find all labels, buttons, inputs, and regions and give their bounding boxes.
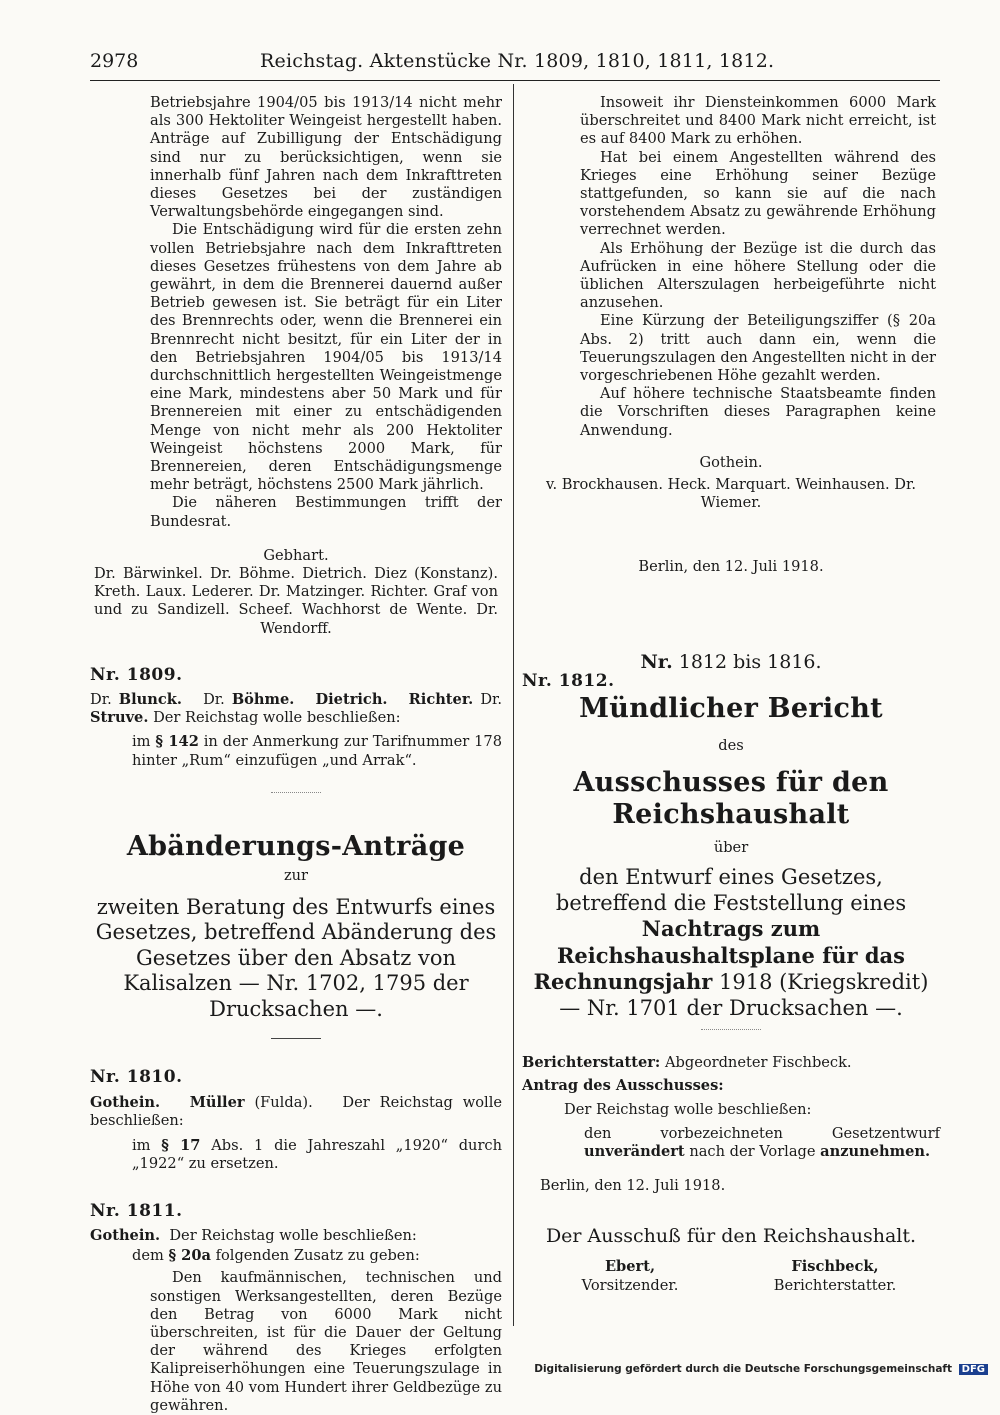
motion-1809 (90, 665, 502, 770)
reporter-line (522, 1054, 940, 1072)
chair-signature (560, 1257, 700, 1295)
mover-name: Böhme. (231, 690, 295, 708)
clause-ref: § 142 (155, 733, 199, 751)
mover-name: Gothein. (90, 1227, 161, 1245)
continuation-paragraph: Betriebsjahre 1904/05 bis 1913/14 nicht mehr als 300 Hektoliter Weingeist hergestellt haben. Anträge auf Zubilligung der Entschädigung sind nur zu berücksichtigen, wenn sie innerhalb fünf Jahren nach dem Inkrafttreten dieses Gesetzes bei der zuständigen Verwaltungsbehörde eingegangen sind. (150, 94, 502, 221)
salary-paragraph: Insoweit ihr Diensteinkommen 6000 Mark überschreitet und 8400 Mark nicht erreicht, ist es auf 8400 Mark zu erhöhen. (580, 94, 936, 148)
reporter-label: Berichterstatter: (522, 1054, 661, 1072)
motion-movers (90, 1227, 502, 1245)
offset-paragraph: Hat bei einem Angestellten während des Krieges eine Erhöhung seiner Bezüge stattgefunden, so kann sie auf die nach vorstehendem Absatz zu gewährende Erhöhung verrechnet werden. (580, 148, 936, 239)
signature-block (522, 1257, 940, 1297)
reporter-role: Berichterstatter. (773, 1277, 897, 1295)
signer: Gebhart. (263, 546, 329, 564)
compensation-paragraph: Die Entschädigung wird für die ersten zehn vollen Betriebsjahre nach dem Inkrafttreten dieses Gesetzes frühestens von dem Jahre ab gewährt, in dem die Brennerei dauernd außer Betrieb gewesen ist. Sie beträgt für ein Liter des Brennrechts oder, wenn die Brennerei ein Brennrecht nicht besitzt, für ein Liter der in den Betriebsjahren 1904/05 bis 1913/14 durchschnittlich hergestellten Weingeistmenge eine Mark, mindestens aber 50 Mark und für Brennereien mit einer zu entschädigenden Menge von nicht mehr als 200 Hektoliter Weingeist höchstens 2000 Mark, für Brennereien, deren Entschädigungsmenge mehr beträgt, höchstens 2500 Mark jährlich. (150, 221, 502, 494)
chair-role: Vorsitzender. (581, 1277, 679, 1295)
number-range-label: Nr. (640, 651, 673, 674)
motion-intro: Der Reichstag wolle beschließen: (564, 1100, 812, 1118)
reduction-paragraph: Eine Kürzung der Beteiligungsziffer (§ 20a Abs. 2) tritt auch dann ein, wenn die Teuerungszulagen den Angestellten nicht in der vorgeschriebenen Höhe gezahlt werden. (580, 312, 936, 385)
motion-intro: Der Reichstag wolle beschließen: (169, 1227, 417, 1245)
separator (701, 1029, 761, 1030)
mover-name: Richter. (408, 690, 474, 708)
clause-text: Abs. 1 die Jahreszahl „1920“ durch „1922“ zu ersetzen. (132, 1136, 503, 1172)
motion-number: Nr. 1811. (90, 1201, 183, 1222)
motion-intro: Der Reichstag wolle beschließen: (90, 1094, 503, 1130)
mover-name: Gothein. (90, 1094, 161, 1112)
left-column (90, 94, 502, 1415)
clause-prefix: dem (132, 1247, 164, 1265)
connector-text: über (713, 839, 749, 857)
motion-number: Nr. 1810. (90, 1067, 183, 1088)
motion-movers (90, 691, 502, 727)
committee-signature: Der Ausschuß für den Reichshaushalt. (545, 1225, 917, 1248)
right-column (522, 94, 940, 1297)
reporter-value: Abgeordneter Fischbeck. (664, 1054, 852, 1072)
running-title: Reichstag. Aktenstücke Nr. 1809, 1810, 1811, 1812. (260, 50, 775, 72)
motion-intro: Der Reichstag wolle beschließen: (153, 709, 401, 727)
mover-name: Dietrich. (315, 690, 388, 708)
clause-ref: § 17 (161, 1136, 201, 1154)
clause-text: folgenden Zusatz zu geben: (215, 1247, 420, 1265)
number-range-value: 1812 bis 1816. (678, 651, 822, 674)
motion-movers (90, 1094, 502, 1130)
clause-text: in der Anmerkung zur Tarifnummer 178 hinter „Rum“ einzufügen „und Arrak“. (132, 733, 502, 769)
mover-title: Dr. (203, 690, 225, 708)
report-number: Nr. 1812. (522, 671, 615, 692)
clause-ref: § 20a (168, 1247, 211, 1265)
connector-text: zur (283, 866, 309, 884)
motion-1810 (90, 1067, 502, 1173)
cosigner-list: Dr. Bärwinkel. Dr. Böhme. Dietrich. Diez (Konstanz). Kreth. Laux. Lederer. Dr. Matzinger. Richter. Graf von und zu Sandizell. Scheef. Wachhorst de Wente. Dr. Wendorff. (94, 565, 498, 637)
connector-text: des (718, 737, 744, 755)
date-line: Berlin, den 12. Juli 1918. (638, 558, 824, 576)
subject-text: zweiten Beratung des Entwurfs eines Gesetzes, betreffend Abänderung des Gesetzes über den Absatz von Kalisalzen — Nr. 1702, 1795 der Drucksachen —. (95, 894, 497, 1021)
motion-bold: unverändert (584, 1143, 685, 1161)
mover-title: Dr. (90, 690, 112, 708)
bundesrat-paragraph: Die näheren Bestimmungen trifft der Bundesrat. (150, 494, 502, 530)
report-title: Mündlicher Bericht (579, 693, 883, 725)
clause-prefix: im (132, 733, 151, 751)
motion-mid: nach der Vorlage (689, 1143, 816, 1161)
signer: Gothein. (699, 453, 763, 471)
motion-clause (132, 733, 502, 769)
subject-post: 1918 (Kriegskredit) — Nr. 1701 der Drucksachen —. (559, 970, 929, 1020)
separator (271, 1038, 321, 1039)
motion-number: Nr. 1809. (90, 664, 183, 685)
separator (271, 792, 321, 793)
subject-text (522, 865, 940, 1021)
motion-clause (132, 1247, 502, 1265)
exclusion-paragraph: Als Erhöhung der Bezüge ist die durch das Aufrücken in eine höhere Stellung oder die üblichen Alterszulagen herbeigeführte nicht anzusehen. (580, 239, 936, 312)
inserted-text: Den kaufmännischen, technischen und sonstigen Werksangestellten, deren Bezüge den Betrag von 6000 Mark nicht überschreiten, ist für die Dauer der Geltung der während des Krieges erfolgten Kalipreiserhöhungen eine Teuerungszulage in Höhe von 40 vom Hundert ihrer Geldbezüge zu gewähren. (150, 1269, 502, 1414)
mover-name: Müller (189, 1094, 245, 1112)
mover-name: Blunck. (118, 690, 182, 708)
mover-title: Dr. (480, 690, 503, 708)
column-divider (513, 84, 514, 1326)
reporter-name: Fischbeck, (791, 1258, 879, 1276)
mover-name: Struve. (90, 709, 149, 727)
chair-name: Ebert, (604, 1258, 656, 1276)
header-rule (90, 80, 940, 81)
page-number: 2978 (90, 50, 139, 72)
clause-prefix: im (132, 1136, 151, 1154)
number-range (522, 651, 940, 673)
motion-bold: anzunehmen. (820, 1143, 931, 1161)
date-line: Berlin, den 12. Juli 1918. (540, 1177, 726, 1195)
subject-pre: den Entwurf eines Gesetzes, betreffend die Feststellung eines (555, 865, 907, 915)
credit-text: Digitalisierung gefördert durch die Deutsche Forschungsgemeinschaft (534, 1363, 952, 1375)
reporter-signature (760, 1257, 910, 1295)
cosigner-list: v. Brockhausen. Heck. Marquart. Weinhausen. Dr. Wiemer. (546, 476, 916, 512)
committee-name: Ausschusses für den Reichshaushalt (573, 767, 889, 831)
subject-bold: Nachtrags zum Reichshaushaltsplane für das Rechnungsjahr (533, 916, 905, 995)
exemption-paragraph: Auf höhere technische Staatsbeamte finden die Vorschriften dieses Paragraphen keine Anwendung. (580, 385, 936, 439)
mover-place: (Fulda). (254, 1094, 313, 1112)
dfg-logo: DFG (959, 1364, 988, 1375)
motion-clause (132, 1137, 502, 1173)
section-title: Abänderungs-Anträge (126, 830, 466, 862)
motion-clause (584, 1125, 940, 1161)
digitization-credit (534, 1363, 988, 1375)
page-header (90, 48, 940, 78)
motion-label: Antrag des Ausschusses: (522, 1076, 724, 1094)
motion-pre: den vorbezeichneten Gesetzentwurf (584, 1125, 940, 1143)
